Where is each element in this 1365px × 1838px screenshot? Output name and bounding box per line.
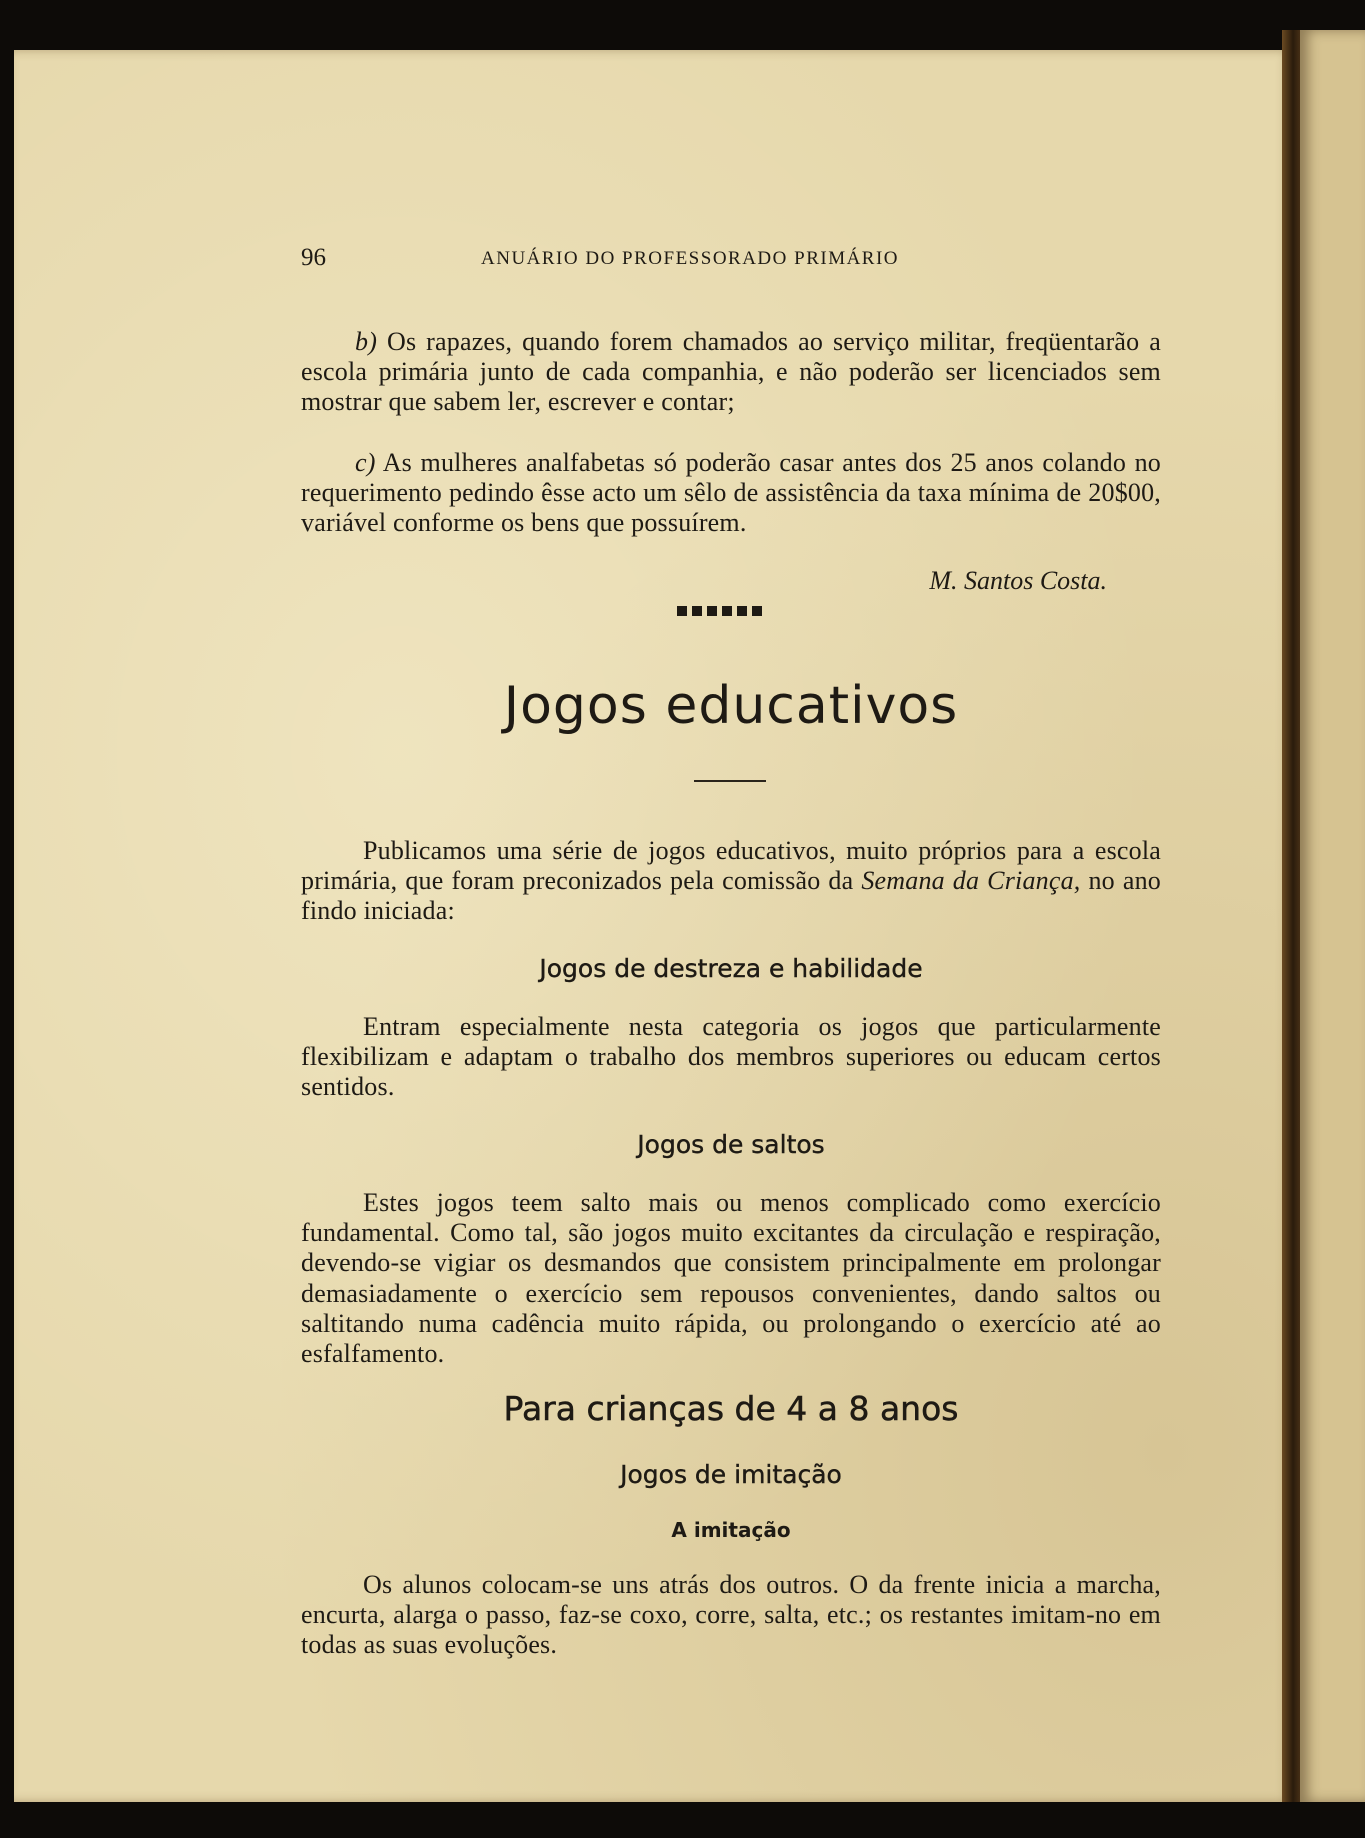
title-rule <box>694 780 766 782</box>
section1-text: Entram especialmente nesta categoria os jogos que particularmente flexibilizam e adaptam o trabalho dos membros superiores ou educam certos sentidos. <box>301 1012 1161 1102</box>
page-number: 96 <box>301 244 326 271</box>
intro-text-1: Publicamos uma série de jogos educativos, muito próprios para a escola primária, que foram preconizados pela comissão da <box>301 836 1161 896</box>
section-separator <box>677 606 767 616</box>
section2-heading: Jogos de saltos <box>637 1130 825 1159</box>
section2-text: Estes jogos teem salto mais ou menos complicado como exercício fundamental. Como tal, são jogos muito excitantes da circulação e respiração, devendo-se vigiar os desmandos que consistem principalmente em prolongar demasiadamente o exercício sem repousos convenientes, dando saltos ou saltitando numa cadência muito rápida, ou prolongando o exercício até ao esfalfamento. <box>301 1188 1161 1369</box>
section2-paragraph <box>301 1188 1161 1369</box>
section1-heading: Jogos de destreza e habilidade <box>539 954 923 983</box>
game-title: A imitação <box>671 1518 791 1542</box>
separator-square <box>752 606 762 616</box>
separator-square <box>722 606 732 616</box>
item-c-paragraph <box>301 448 1161 539</box>
game-text: Os alunos colocam-se uns atrás dos outros. O da frente inicia a marcha, encurta, alarga o passo, faz-se coxo, corre, salta, etc.; os restantes imitam-no em todas as suas evoluções. <box>301 1570 1161 1660</box>
intro-paragraph <box>301 836 1161 927</box>
intro-italic: Semana da Criança, <box>861 866 1081 896</box>
book-spine <box>1282 30 1302 1802</box>
item-c-text: As mulheres analfabetas só poderão casar antes dos 25 anos colando no requerimento pedindo êsse acto um sêlo de assistência da taxa mínima de 20$00, variável conforme os bens que possuírem. <box>301 448 1161 538</box>
separator-square <box>737 606 747 616</box>
item-c-marker: c) <box>355 448 376 477</box>
game-paragraph <box>301 1570 1161 1661</box>
item-b-text: Os rapazes, quando forem chamados ao serviço militar, freqüentarão a escola primária junto de cada companhia, e não poderão ser licenciados sem mostrar que sabem ler, escrever e contar; <box>301 327 1162 417</box>
section1-paragraph <box>301 1012 1161 1103</box>
intro-text-2: no ano findo iniciada: <box>301 866 1161 926</box>
item-b-paragraph <box>301 327 1161 418</box>
separator-square <box>677 606 687 616</box>
article-title: Jogos educativos <box>503 676 959 736</box>
running-head <box>301 244 1161 274</box>
separator-square <box>707 606 717 616</box>
running-title: ANUÁRIO DO PROFESSORADO PRIMÁRIO <box>481 248 900 269</box>
book-page <box>14 50 1292 1802</box>
item-b-marker: b) <box>355 327 378 356</box>
age-group-heading: Para crianças de 4 a 8 anos <box>503 1389 959 1428</box>
facing-page-edge <box>1300 30 1365 1802</box>
separator-square <box>692 606 702 616</box>
author-signature: M. Santos Costa. <box>929 566 1107 595</box>
subsection-heading: Jogos de imitação <box>620 1460 842 1489</box>
